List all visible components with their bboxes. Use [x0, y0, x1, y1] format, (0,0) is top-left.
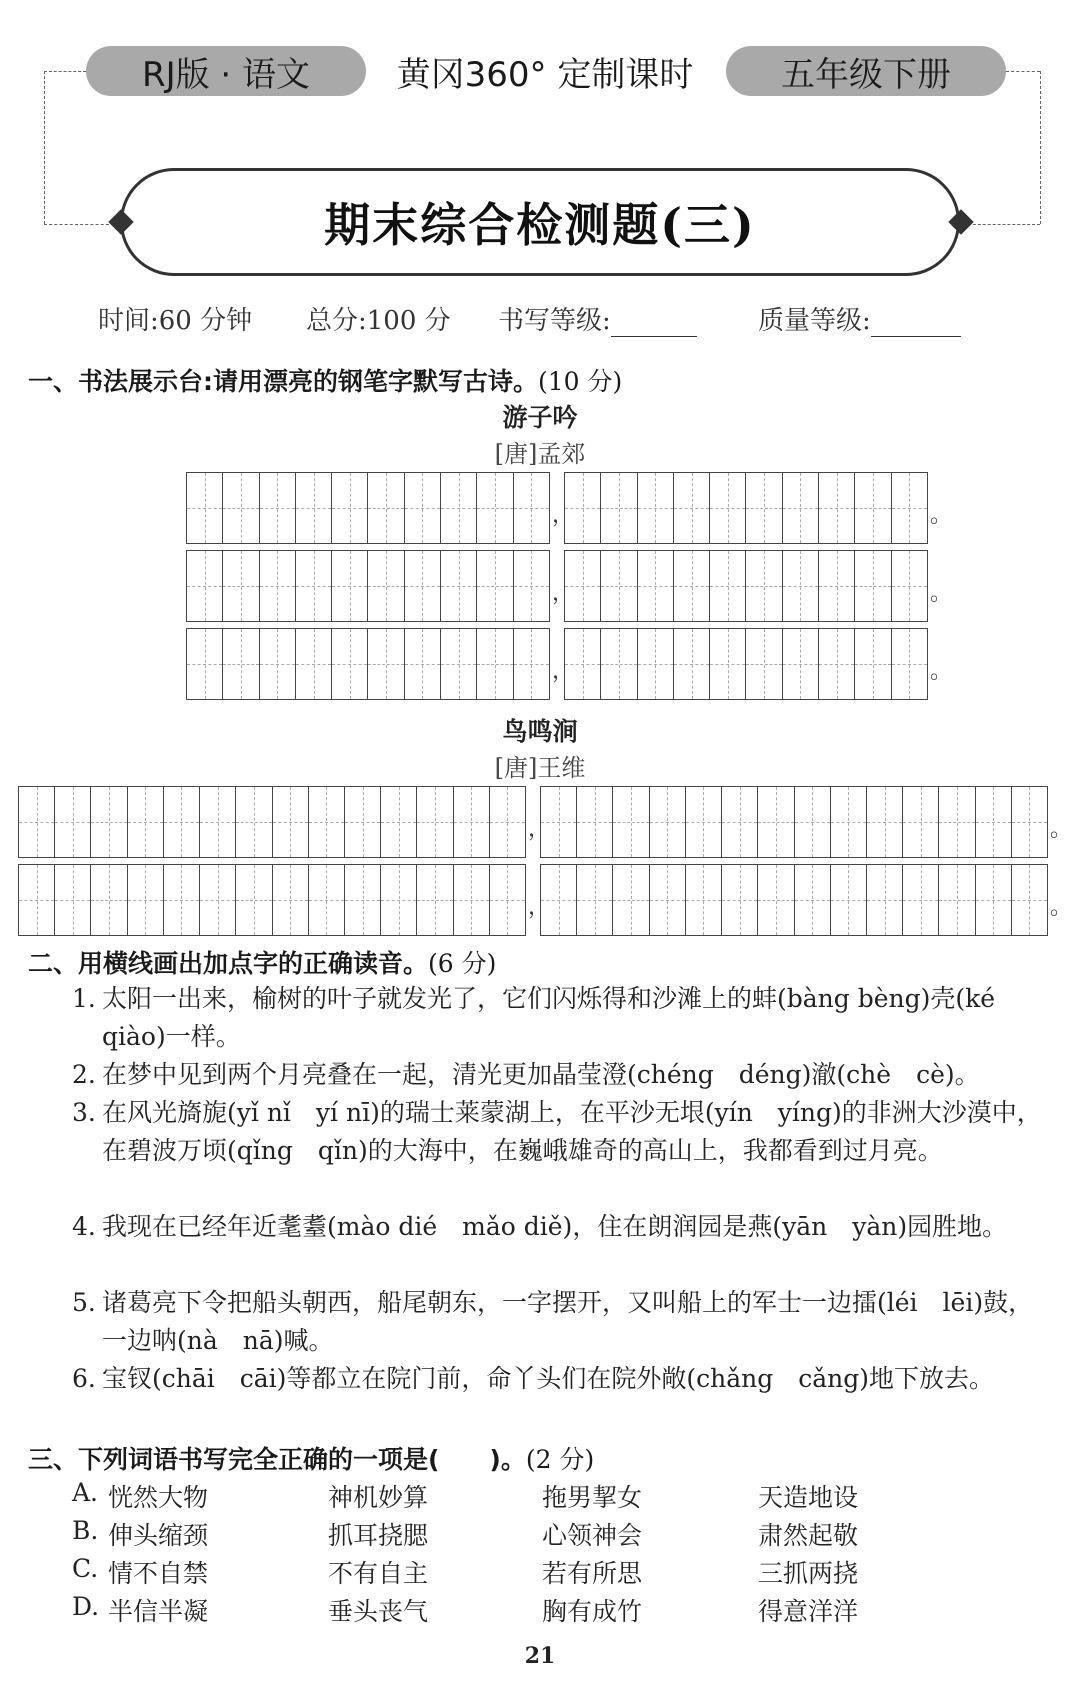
- grid-cell[interactable]: [855, 629, 891, 699]
- option-word: 神机妙算: [328, 1483, 429, 1512]
- grid-cell[interactable]: [565, 551, 601, 621]
- grid-cell[interactable]: [260, 629, 296, 699]
- question-number: 6.: [72, 1364, 96, 1393]
- section3-score: (2 分): [525, 1445, 595, 1474]
- grid-cell[interactable]: [368, 551, 404, 621]
- grid-cell[interactable]: [332, 629, 368, 699]
- header-frame-left-v: [44, 71, 45, 224]
- grid-cell[interactable]: [332, 473, 368, 543]
- grid-cell[interactable]: [831, 865, 867, 935]
- option-word: 得意洋洋: [758, 1597, 859, 1626]
- grid-cell[interactable]: [236, 865, 272, 935]
- grid-cell[interactable]: [541, 865, 577, 935]
- grid-cell[interactable]: [565, 473, 601, 543]
- grid-cell[interactable]: [223, 473, 259, 543]
- grid-cell[interactable]: [867, 787, 903, 857]
- grid-cell[interactable]: [454, 865, 490, 935]
- question-number: 5.: [72, 1288, 96, 1317]
- grid-cell[interactable]: [417, 787, 453, 857]
- grid-cell[interactable]: [441, 629, 477, 699]
- period-mark: 。: [930, 659, 953, 684]
- option-word: 恍然大物: [108, 1483, 209, 1512]
- section2-score: (6 分): [428, 949, 497, 978]
- grid-cell[interactable]: [368, 629, 404, 699]
- option-word: 三抓两挠: [758, 1559, 859, 1588]
- section2-heading-text: 二、用横线画出加点字的正确读音。: [28, 949, 429, 978]
- grid-cell[interactable]: [565, 629, 601, 699]
- question-item: [72, 1208, 1057, 1246]
- grid-cell[interactable]: [236, 787, 272, 857]
- grid-cell[interactable]: [855, 473, 891, 543]
- exam-time: 时间:60 分钟: [98, 306, 253, 336]
- page-title: 期末综合检测题(三): [324, 198, 756, 252]
- grid-cell[interactable]: [405, 551, 441, 621]
- grid-cell[interactable]: [795, 787, 831, 857]
- grid-cell[interactable]: [939, 787, 975, 857]
- grid-cell[interactable]: [674, 473, 710, 543]
- grid-cell[interactable]: [650, 865, 686, 935]
- writing-grade-label: [498, 300, 697, 337]
- grid-cell[interactable]: [903, 865, 939, 935]
- grid-cell[interactable]: [441, 551, 477, 621]
- grid-cell[interactable]: [223, 629, 259, 699]
- period-mark: 。: [930, 581, 953, 606]
- header-frame-left-bottom: [44, 224, 114, 225]
- question-text: 诸葛亮下令把船头朝西，船尾朝东，一字摆开，又叫船上的军士一边擂(léi lēi)鼓，一边呐(nà nā)喊。: [102, 1288, 1034, 1355]
- comma-mark: ，: [528, 895, 551, 920]
- option-label[interactable]: A.: [72, 1478, 99, 1507]
- question-item: [72, 1056, 1057, 1094]
- grid-cell[interactable]: [187, 629, 223, 699]
- question-text: 宝钗(chāi cāi)等都立在院门前，命丫头们在院外敞(chǎng cǎng)地下放去。: [102, 1364, 995, 1393]
- grid-cell[interactable]: [164, 787, 200, 857]
- poem1-title: 游子吟: [502, 403, 578, 432]
- poem2-writing-grid[interactable]: [18, 864, 526, 936]
- grid-cell[interactable]: [260, 551, 296, 621]
- writing-grade-blank[interactable]: [611, 310, 697, 337]
- grid-cell[interactable]: [819, 551, 855, 621]
- grid-cell[interactable]: [831, 787, 867, 857]
- grid-cell[interactable]: [650, 787, 686, 857]
- poem2-author: [唐]王维: [494, 754, 586, 782]
- grid-cell[interactable]: [405, 473, 441, 543]
- grid-cell[interactable]: [722, 787, 758, 857]
- exam-total: 总分:100 分: [306, 306, 451, 336]
- option-word: 心领神会: [542, 1521, 643, 1550]
- grid-cell[interactable]: [710, 629, 746, 699]
- grid-cell[interactable]: [223, 551, 259, 621]
- grid-cell[interactable]: [55, 865, 91, 935]
- grid-cell[interactable]: [577, 865, 613, 935]
- grid-cell[interactable]: [867, 865, 903, 935]
- comma-mark: ，: [552, 581, 575, 606]
- grid-cell[interactable]: [345, 865, 381, 935]
- grid-cell[interactable]: [939, 865, 975, 935]
- poem2-writing-grid[interactable]: [540, 786, 1048, 858]
- question-item: [72, 1094, 1057, 1170]
- question-text: 太阳一出来，榆树的叶子就发光了，它们闪烁得和沙滩上的蚌(bàng bèng)壳(ké qiào)一样。: [102, 984, 1021, 1051]
- option-label[interactable]: B.: [72, 1516, 99, 1545]
- grid-cell[interactable]: [783, 551, 819, 621]
- grid-cell[interactable]: [746, 629, 782, 699]
- grid-cell[interactable]: [758, 787, 794, 857]
- grid-cell[interactable]: [976, 865, 1012, 935]
- section2-heading: [28, 944, 496, 980]
- option-word: 肃然起敬: [758, 1521, 859, 1550]
- header-frame-right-bottom: [968, 224, 1040, 225]
- option-word: 拖男挈女: [542, 1483, 643, 1512]
- question-text: 我现在已经年近耄耋(mào dié mǎo diě)，住在朗润园是燕(yān yàn)园胜地。: [102, 1212, 1008, 1241]
- grid-cell[interactable]: [613, 787, 649, 857]
- poem1-writing-grid[interactable]: [186, 628, 550, 700]
- grid-cell[interactable]: [187, 473, 223, 543]
- grid-cell[interactable]: [477, 473, 513, 543]
- grid-cell[interactable]: [332, 551, 368, 621]
- poem2-writing-grid[interactable]: [540, 864, 1048, 936]
- grid-cell[interactable]: [976, 787, 1012, 857]
- grid-cell[interactable]: [1012, 865, 1047, 935]
- header-frame-right-h: [1006, 71, 1040, 72]
- option-word: 情不自禁: [108, 1559, 209, 1588]
- grid-cell[interactable]: [128, 865, 164, 935]
- grid-cell[interactable]: [309, 787, 345, 857]
- question-number: 1.: [72, 984, 96, 1013]
- quality-grade-label: [758, 300, 961, 337]
- grid-cell[interactable]: [260, 473, 296, 543]
- grid-cell[interactable]: [19, 787, 55, 857]
- question-number: 3.: [72, 1098, 96, 1127]
- grid-cell[interactable]: [892, 473, 927, 543]
- period-mark: 。: [1050, 895, 1073, 920]
- brand-title: 黄冈360° 定制课时: [396, 54, 694, 95]
- section3-heading-text: 三、下列词语书写完全正确的一项是( )。: [28, 1445, 526, 1474]
- option-word: 半信半凝: [108, 1597, 209, 1626]
- option-word: 抓耳挠腮: [328, 1521, 429, 1550]
- grid-cell[interactable]: [296, 629, 332, 699]
- grid-cell[interactable]: [381, 865, 417, 935]
- grid-cell[interactable]: [638, 629, 674, 699]
- grid-cell[interactable]: [855, 551, 891, 621]
- grid-cell[interactable]: [296, 473, 332, 543]
- grid-cell[interactable]: [514, 551, 549, 621]
- grid-cell[interactable]: [200, 865, 236, 935]
- grid-cell[interactable]: [746, 551, 782, 621]
- grid-cell[interactable]: [819, 629, 855, 699]
- grid-cell[interactable]: [490, 787, 525, 857]
- question-text: 在梦中见到两个月亮叠在一起，清光更加晶莹澄(chéng déng)澈(chè cè)。: [102, 1060, 980, 1089]
- grid-cell[interactable]: [477, 551, 513, 621]
- grid-cell[interactable]: [19, 865, 55, 935]
- grid-cell[interactable]: [783, 473, 819, 543]
- poem2-title: 鸟鸣涧: [502, 717, 578, 746]
- grid-cell[interactable]: [55, 787, 91, 857]
- grid-cell[interactable]: [309, 865, 345, 935]
- grid-cell[interactable]: [686, 787, 722, 857]
- grid-cell[interactable]: [477, 629, 513, 699]
- grid-cell[interactable]: [601, 551, 637, 621]
- section3-heading: [28, 1440, 594, 1476]
- question-item: [72, 1360, 1057, 1398]
- grid-cell[interactable]: [613, 865, 649, 935]
- grid-cell[interactable]: [746, 473, 782, 543]
- section1-score: (10 分): [538, 367, 623, 396]
- grid-cell[interactable]: [200, 787, 236, 857]
- grid-cell[interactable]: [601, 629, 637, 699]
- grid-cell[interactable]: [490, 865, 525, 935]
- writing-grade-text: 书写等级:: [498, 306, 611, 336]
- header-frame-right-v: [1040, 71, 1041, 224]
- grid-cell[interactable]: [441, 473, 477, 543]
- grid-cell[interactable]: [892, 629, 927, 699]
- option-word: 不有自主: [328, 1559, 429, 1588]
- grid-cell[interactable]: [454, 787, 490, 857]
- grid-cell[interactable]: [638, 473, 674, 543]
- grid-cell[interactable]: [674, 551, 710, 621]
- grid-cell[interactable]: [722, 865, 758, 935]
- grid-cell[interactable]: [819, 473, 855, 543]
- section1-heading-text: 一、书法展示台:请用漂亮的钢笔字默写古诗。: [28, 367, 538, 396]
- comma-mark: ，: [552, 503, 575, 528]
- question-number: 2.: [72, 1060, 96, 1089]
- question-item: [72, 980, 1057, 1056]
- edition-pill: RJ版 · 语文: [86, 46, 366, 96]
- section1-heading: [28, 362, 622, 398]
- grid-cell[interactable]: [345, 787, 381, 857]
- grid-cell[interactable]: [164, 865, 200, 935]
- grid-cell[interactable]: [892, 551, 927, 621]
- grid-cell[interactable]: [710, 473, 746, 543]
- grid-cell[interactable]: [686, 865, 722, 935]
- poem2-writing-grid[interactable]: [18, 786, 526, 858]
- grid-cell[interactable]: [601, 473, 637, 543]
- grid-cell[interactable]: [1012, 787, 1047, 857]
- grid-cell[interactable]: [187, 551, 223, 621]
- grid-cell[interactable]: [405, 629, 441, 699]
- grid-cell[interactable]: [128, 787, 164, 857]
- option-word: 垂头丧气: [328, 1597, 429, 1626]
- poem1-writing-grid[interactable]: [564, 472, 928, 544]
- option-label[interactable]: D.: [72, 1592, 100, 1621]
- poem1-writing-grid[interactable]: [186, 550, 550, 622]
- question-text: 在风光旖旎(yǐ nǐ yí nī)的瑞士莱蒙湖上，在平沙无垠(yín yíng)的非洲大沙漠中，在碧波万顷(qǐng qǐn)的大海中，在巍峨雄奇的高山上，我都看到过月亮。: [102, 1098, 1042, 1165]
- poem1-writing-grid[interactable]: [564, 550, 928, 622]
- option-label[interactable]: C.: [72, 1554, 99, 1583]
- poem1-writing-grid[interactable]: [186, 472, 550, 544]
- poem1-author: [唐]孟郊: [494, 440, 586, 468]
- grid-cell[interactable]: [514, 473, 549, 543]
- grid-cell[interactable]: [273, 787, 309, 857]
- grid-cell[interactable]: [514, 629, 549, 699]
- title-banner: [120, 168, 960, 276]
- option-word: 天造地设: [758, 1483, 859, 1512]
- page-number: 21: [524, 1643, 556, 1669]
- grid-cell[interactable]: [541, 787, 577, 857]
- grid-cell[interactable]: [903, 787, 939, 857]
- poem1-writing-grid[interactable]: [564, 628, 928, 700]
- grid-cell[interactable]: [638, 551, 674, 621]
- option-word: 若有所思: [542, 1559, 643, 1588]
- quality-grade-text: 质量等级:: [758, 306, 871, 336]
- grid-cell[interactable]: [273, 865, 309, 935]
- period-mark: 。: [930, 503, 953, 528]
- grid-cell[interactable]: [758, 865, 794, 935]
- grid-cell[interactable]: [795, 865, 831, 935]
- grid-cell[interactable]: [710, 551, 746, 621]
- option-word: 伸头缩颈: [108, 1521, 209, 1550]
- grid-cell[interactable]: [674, 629, 710, 699]
- grade-pill: 五年级下册: [726, 46, 1006, 96]
- comma-mark: ，: [528, 817, 551, 842]
- grid-cell[interactable]: [91, 865, 127, 935]
- grid-cell[interactable]: [577, 787, 613, 857]
- grid-cell[interactable]: [783, 629, 819, 699]
- header-frame-left-h: [44, 71, 86, 72]
- grid-cell[interactable]: [368, 473, 404, 543]
- option-word: 胸有成竹: [542, 1597, 643, 1626]
- question-item: [72, 1284, 1057, 1360]
- period-mark: 。: [1050, 817, 1073, 842]
- grid-cell[interactable]: [417, 865, 453, 935]
- comma-mark: ，: [552, 659, 575, 684]
- grid-cell[interactable]: [381, 787, 417, 857]
- question-number: 4.: [72, 1212, 96, 1241]
- grid-cell[interactable]: [296, 551, 332, 621]
- quality-grade-blank[interactable]: [871, 310, 961, 337]
- grid-cell[interactable]: [91, 787, 127, 857]
